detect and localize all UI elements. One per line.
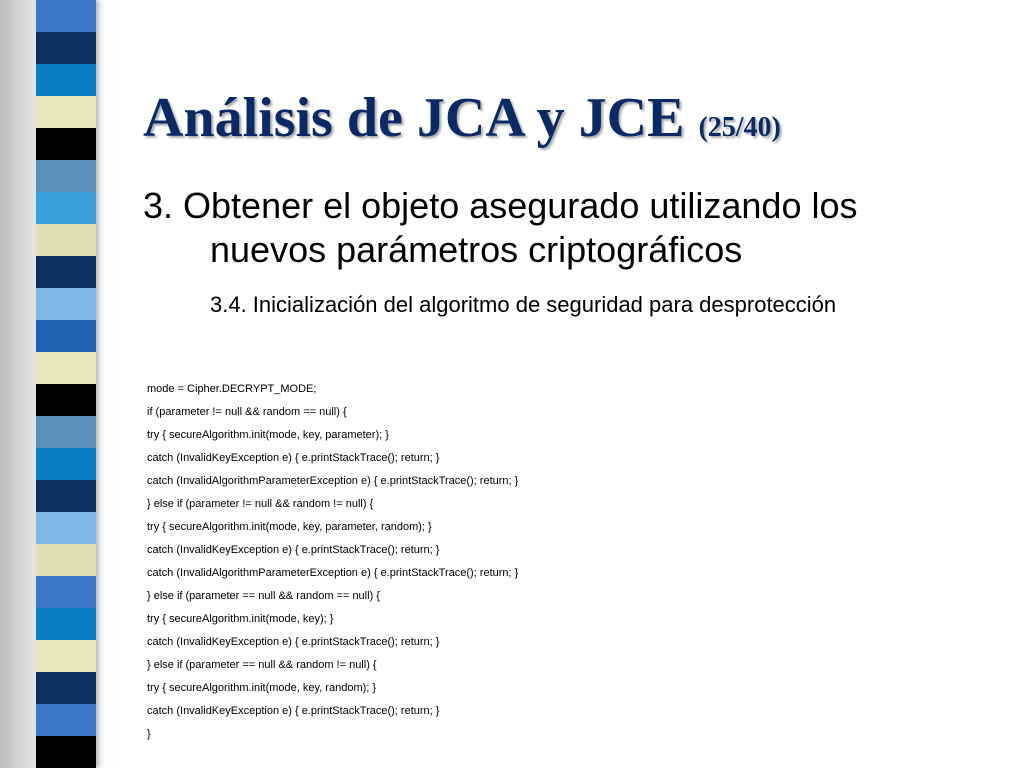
stripe-block [36,160,96,192]
code-line: if (parameter != null && random == null) { [147,406,347,418]
slide-title [143,82,781,164]
stripe-block [36,192,96,224]
stripe-block [36,256,96,288]
slide-title-text: Análisis de JCA y JCE [143,87,685,149]
code-line: catch (InvalidKeyException e) { e.printStackTrace(); return; } [147,636,440,648]
code-line: catch (InvalidKeyException e) { e.printStackTrace(); return; } [147,544,440,556]
code-line: try { secureAlgorithm.init(mode, key, parameter); } [147,429,389,441]
stripe-block [36,448,96,480]
stripe-block [36,736,96,768]
stripe-block [36,224,96,256]
stripe-block [36,288,96,320]
code-line: } else if (parameter == null && random != null) { [147,659,377,671]
stripe-block [36,320,96,352]
stripe-block [36,416,96,448]
stripe-block [36,352,96,384]
code-line: try { secureAlgorithm.init(mode, key, random); } [147,682,377,694]
stripe-block [36,672,96,704]
code-line: catch (InvalidAlgorithmParameterException e) { e.printStackTrace(); return; } [147,475,519,487]
code-line: catch (InvalidKeyException e) { e.printStackTrace(); return; } [147,705,440,717]
subsection-heading: 3.4. Inicialización del algoritmo de seguridad para desprotección [210,292,837,317]
decorative-stripe-bar [36,0,96,768]
code-line: mode = Cipher.DECRYPT_MODE; [147,383,317,395]
code-line: try { secureAlgorithm.init(mode, key); } [147,613,334,625]
section-heading [143,184,993,272]
slide-counter: (25/40) [698,112,781,143]
stripe-block [36,704,96,736]
code-line: catch (InvalidKeyException e) { e.printStackTrace(); return; } [147,452,440,464]
stripe-block [36,384,96,416]
stripe-block [36,512,96,544]
section-heading-line-1: 3. Obtener el objeto asegurado utilizando los [143,185,858,226]
stripe-block [36,608,96,640]
stripe-block [36,480,96,512]
stripe-block [36,32,96,64]
code-line: } [147,728,151,740]
section-heading-line-2: nuevos parámetros criptográficos [210,229,743,270]
stripe-block [36,640,96,672]
code-line: try { secureAlgorithm.init(mode, key, parameter, random); } [147,521,432,533]
stripe-block [36,128,96,160]
code-line: catch (InvalidAlgorithmParameterException e) { e.printStackTrace(); return; } [147,567,519,579]
code-line: } else if (parameter == null && random == null) { [147,590,380,602]
stripe-block [36,96,96,128]
stripe-block [36,64,96,96]
code-line: } else if (parameter != null && random != null) { [147,498,374,510]
stripe-block [36,544,96,576]
code-listing [147,378,518,746]
stripe-block [36,576,96,608]
stripe-block [36,0,96,32]
